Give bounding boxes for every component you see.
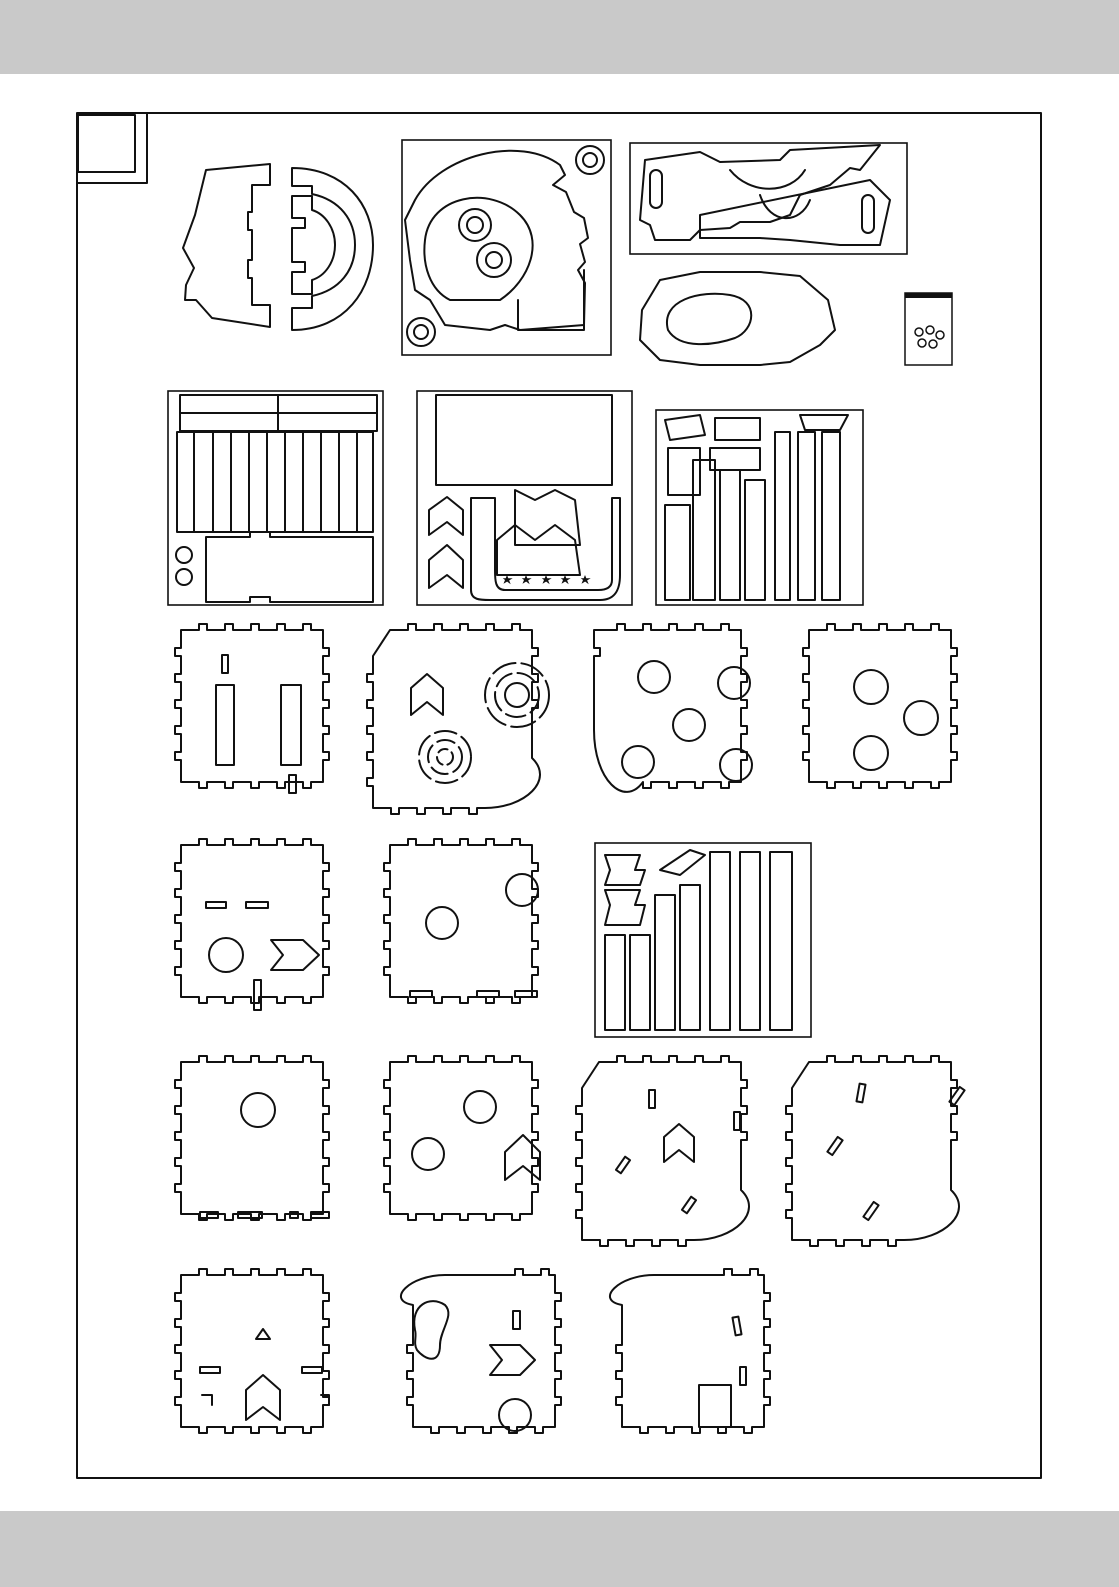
panel-single-circle bbox=[175, 1056, 329, 1220]
panel-two-circles bbox=[384, 839, 538, 1003]
end-cap-half-rings bbox=[292, 168, 373, 330]
panel-five-holes bbox=[594, 624, 752, 792]
chevron-board bbox=[417, 391, 632, 605]
slat-board bbox=[168, 391, 383, 605]
clip-strip-board-2 bbox=[595, 843, 811, 1037]
screw-bag bbox=[905, 293, 952, 365]
oval-spacer-frame bbox=[640, 272, 835, 365]
panel-arrow-ticks bbox=[576, 1056, 749, 1246]
panel-ticks bbox=[786, 1056, 965, 1246]
manual-page bbox=[0, 74, 1119, 1511]
chassis-strip-board bbox=[630, 143, 907, 254]
panel-bean-arrow bbox=[401, 1269, 561, 1433]
panel-rect-window bbox=[610, 1269, 770, 1433]
clip-strip-board bbox=[656, 410, 863, 605]
parts-layout-drawing bbox=[0, 74, 1119, 1511]
panel-circle-chevron bbox=[175, 839, 329, 1010]
panel-spiral-holes bbox=[367, 624, 549, 814]
step-badge-box bbox=[78, 115, 135, 172]
panel-slots bbox=[175, 624, 329, 793]
panel-three-holes bbox=[803, 624, 957, 788]
panel-circles-arrow bbox=[384, 1056, 540, 1220]
body-side-profile bbox=[183, 164, 270, 327]
panel-arrow-triangle bbox=[175, 1269, 329, 1433]
wheel-disc-board bbox=[402, 140, 611, 355]
